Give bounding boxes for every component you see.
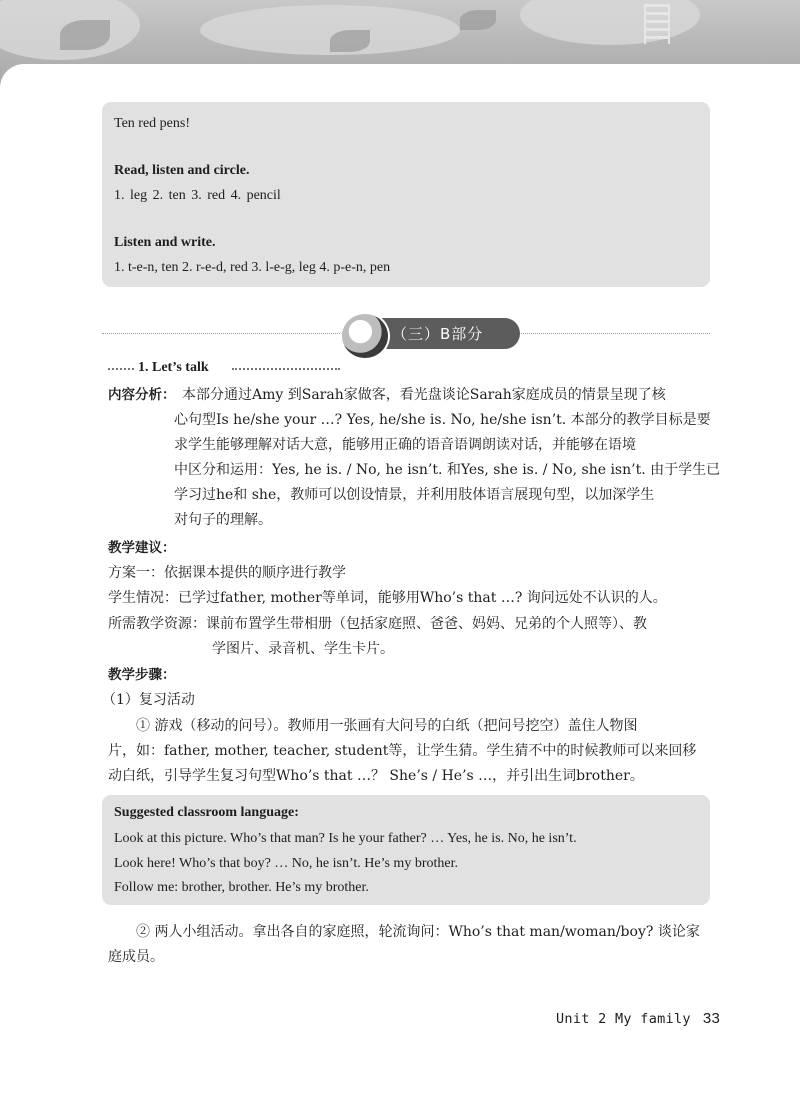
leaf-decoration — [60, 20, 110, 50]
resources-line: 所需教学资源：课前布置学生带相册（包括家庭照、爸爸、妈妈、兄弟的个人照等）、教 — [108, 616, 647, 632]
content-analysis-line: 中区分和运用：Yes, he is. / No, he isn’t. 和Yes, she is. / No, she isn’t. 由于学生已 — [174, 462, 721, 478]
section-title: （三）B部分 — [392, 325, 484, 343]
lets-talk-heading — [108, 360, 348, 378]
listen-write-answers: 1. t-e-n, ten 2. r-e-d, red 3. l-e-g, leg 4. p-e-n, pen — [114, 260, 391, 275]
review-activity-heading: （1）复习活动 — [102, 692, 195, 708]
classroom-language-line: Follow me: brother, brother. He’s my brother. — [114, 880, 369, 895]
student-situation-line: 学生情况：已学过father, mother等单词，能够用Who’s that …? 询问远处不认识的人。 — [108, 590, 667, 606]
banner-edge — [0, 64, 800, 88]
banner-ladder-decoration — [644, 4, 670, 44]
page-number: 33 — [702, 1010, 721, 1027]
content-analysis-line: 本部分通过Amy 到Sarah家做客，看光盘谈论Sarah家庭成员的情景呈现了核 — [182, 387, 666, 403]
plan-line: 方案一：依据课本提供的顺序进行教学 — [108, 565, 346, 581]
step-paragraph-line: 片，如：father, mother, teacher, student等，让学生猜。学生猜不中的时候教师可以来回移 — [108, 743, 697, 759]
page-footer — [556, 1010, 720, 1027]
lets-talk-title: 1. Let’s talk — [138, 360, 209, 375]
read-listen-circle-title: Read, listen and circle. — [114, 163, 250, 178]
teaching-suggestion-label: 教学建议： — [108, 540, 176, 556]
classroom-language-line: Look here! Who’s that boy? … No, he isn’t. He’s my brother. — [114, 856, 458, 871]
section-icon — [340, 312, 390, 360]
classroom-language-box — [102, 795, 710, 905]
classroom-language-line: Look at this picture. Who’s that man? Is he your father? … Yes, he is. No, he isn’t. — [114, 831, 577, 846]
answer-box — [102, 102, 710, 287]
step-paragraph-line: 庭成员。 — [108, 949, 164, 965]
leaf-decoration — [460, 10, 496, 30]
content-analysis-line: 对句子的理解。 — [174, 512, 272, 528]
listen-write-title: Listen and write. — [114, 235, 216, 250]
content-analysis-line: 心句型Is he/she your …? Yes, he/she is. No, he/she isn’t. 本部分的教学目标是要 — [174, 412, 711, 428]
banner-decoration — [520, 0, 700, 45]
read-listen-circle-answers: 1. leg 2. ten 3. red 4. pencil — [114, 188, 281, 203]
answer-line: Ten red pens! — [114, 116, 190, 131]
content-analysis-line: 学习过he和 she，教师可以创设情景，并利用肢体语言展现句型，以加深学生 — [174, 487, 655, 503]
heading-dots-left — [108, 368, 134, 370]
unit-title: Unit 2 My family — [556, 1011, 691, 1027]
leaf-decoration — [330, 30, 370, 52]
content-analysis-label: 内容分析： — [108, 387, 176, 403]
resources-line: 学图片、录音机、学生卡片。 — [212, 641, 394, 657]
step-paragraph-line: ② 两人小组活动。拿出各自的家庭照，轮流询问：Who’s that man/woman/boy? 谈论家 — [136, 924, 700, 940]
teaching-steps-label: 教学步骤： — [108, 667, 176, 683]
heading-dots-right — [232, 368, 340, 370]
step-paragraph-line: 动白纸，引导学生复习句型Who’s that …？ She’s / He’s …，并引出生词brother。 — [108, 768, 644, 784]
step-paragraph-line: ① 游戏（移动的问号）。教师用一张画有大问号的白纸（把问号挖空）盖住人物图 — [136, 718, 638, 734]
header-banner — [0, 0, 800, 88]
content-analysis-line: 求学生能够理解对话大意，能够用正确的语音语调朗读对话，并能够在语境 — [174, 437, 636, 453]
classroom-language-title: Suggested classroom language: — [114, 805, 299, 820]
